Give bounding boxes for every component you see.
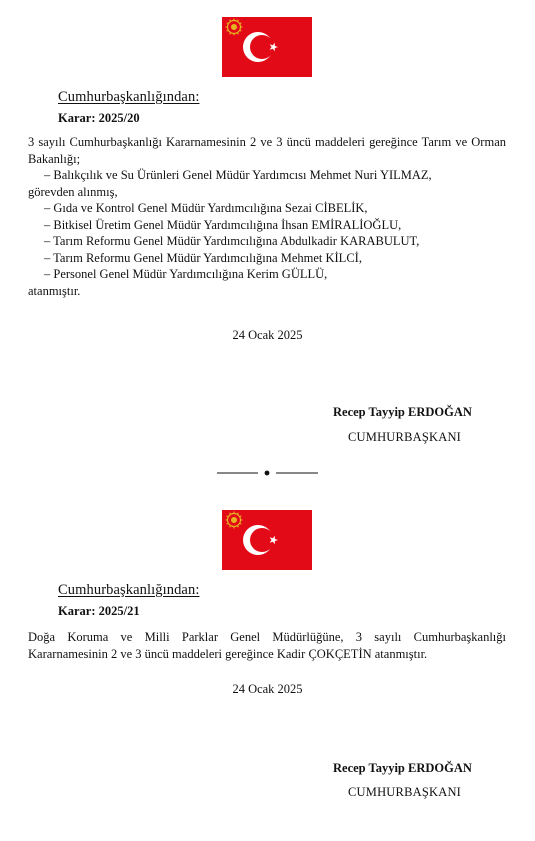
decision-heading: Cumhurbaşkanlığından:	[58, 89, 200, 105]
appointed-item: – Personel Genel Müdür Yardımcılığına Kerim GÜLLÜ,	[44, 267, 328, 281]
decision-number: Karar: 2025/21	[58, 604, 140, 618]
decision-number: Karar: 2025/20	[58, 111, 140, 125]
decision-heading: Cumhurbaşkanlığından:	[58, 582, 200, 598]
decision-body	[28, 134, 506, 299]
decision-date: 24 Ocak 2025	[232, 328, 303, 342]
section-divider-dot-icon	[0, 466, 535, 480]
appointed-item: – Tarım Reformu Genel Müdür Yardımcılığına Mehmet KİLCİ,	[44, 250, 362, 265]
dismissed-suffix: görevden alınmış,	[28, 184, 118, 199]
decision-intro: 3 sayılı Cumhurbaşkanlığı Kararnamesinin 2 ve 3 üncü maddeleri gereğince Tarım ve Orman Bakanlığı;	[28, 135, 506, 166]
dismissed-item: – Balıkçılık ve Su Ürünleri Genel Müdür Yardımcısı Mehmet Nuri YILMAZ,	[44, 168, 432, 182]
appointed-item: – Gıda ve Kontrol Genel Müdür Yardımcılığına Sezai CİBELİK,	[44, 201, 368, 215]
signer-name: Recep Tayyip ERDOĞAN	[333, 405, 472, 419]
signer-name: Recep Tayyip ERDOĞAN	[333, 761, 472, 775]
appointed-item: – Tarım Reformu Genel Müdür Yardımcılığına Abdulkadir KARABULUT,	[44, 234, 420, 248]
signer-title: CUMHURBAŞKANI	[348, 785, 462, 799]
decision-body	[28, 629, 506, 662]
turkish-flag-icon	[222, 17, 312, 77]
signer-title: CUMHURBAŞKANI	[348, 430, 462, 444]
appointed-item: – Bitkisel Üretim Genel Müdür Yardımcılığına İhsan EMİRALİOĞLU,	[44, 217, 402, 232]
appointed-suffix: atanmıştır.	[28, 283, 81, 298]
decision-date: 24 Ocak 2025	[232, 682, 303, 696]
decision-text: Doğa Koruma ve Milli Parklar Genel Müdürlüğüne, 3 sayılı Cumhurbaşkanlığı Kararnamesinin 2 ve 3 üncü maddeleri gereğince Kadir ÇOKÇETİN atanmıştır.	[28, 630, 506, 661]
turkish-flag-icon	[222, 510, 312, 570]
